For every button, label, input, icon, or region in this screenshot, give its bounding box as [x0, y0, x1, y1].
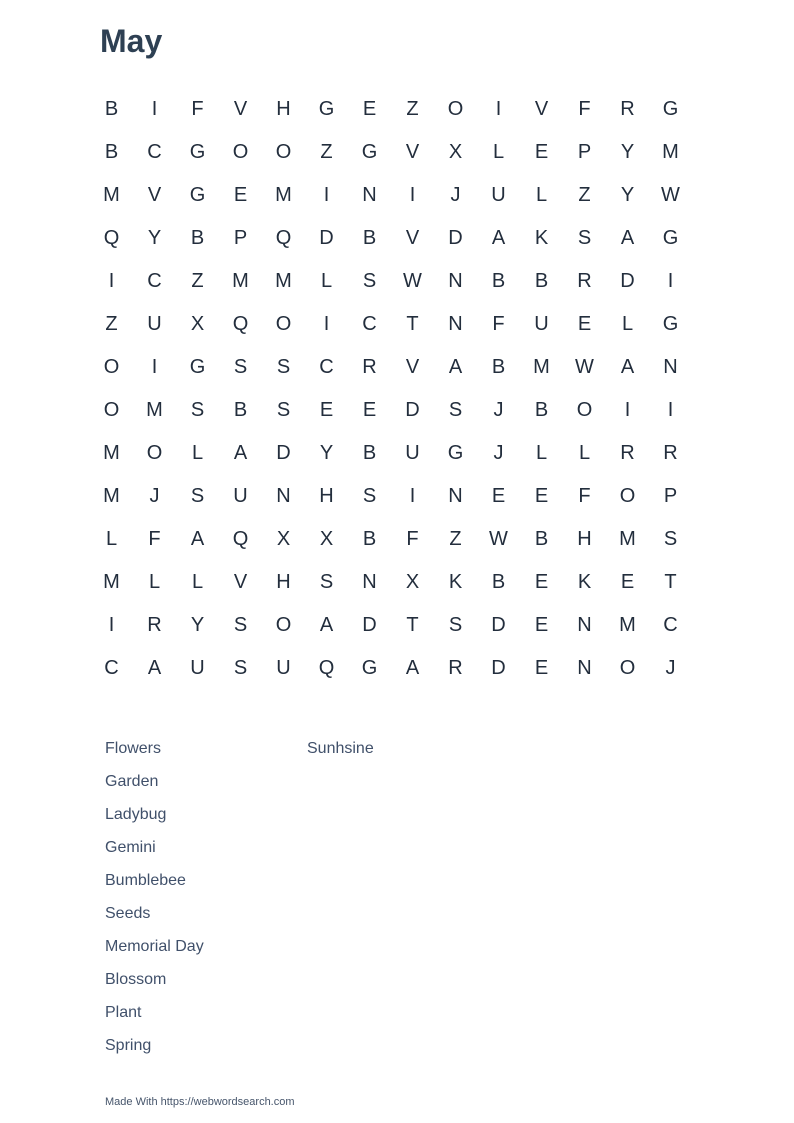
grid-letter: O [447, 98, 464, 120]
grid-letter: V [534, 98, 549, 120]
grid-letter: A [233, 442, 248, 464]
grid-letter: I [409, 184, 416, 206]
grid-letter: N [362, 571, 377, 593]
grid-letter: M [103, 184, 120, 206]
grid-letter: I [667, 270, 674, 292]
grid-letter: X [448, 141, 463, 163]
grid-letter: Z [578, 184, 591, 206]
grid-letter: L [578, 442, 591, 464]
grid-letter: R [620, 442, 635, 464]
grid-letter: E [534, 614, 549, 636]
grid-letter: M [146, 399, 163, 421]
grid-letter: C [147, 270, 162, 292]
word-list [105, 732, 725, 1062]
grid-letter: I [495, 98, 502, 120]
grid-letter: W [575, 356, 594, 378]
grid-letter: B [362, 227, 377, 249]
grid-letter: K [448, 571, 463, 593]
grid-letter: C [319, 356, 334, 378]
grid-letter: O [103, 356, 120, 378]
grid-letter: F [191, 98, 204, 120]
grid-letter: X [319, 528, 334, 550]
grid-letter: I [151, 356, 158, 378]
grid-letter: Y [190, 614, 205, 636]
grid-letter: A [147, 657, 162, 679]
grid-letter: I [108, 614, 115, 636]
grid-letter: V [147, 184, 162, 206]
grid-letter: A [405, 657, 420, 679]
grid-letter: W [489, 528, 508, 550]
grid-letter: U [534, 313, 549, 335]
grid-letter: I [151, 98, 158, 120]
grid-letter: N [577, 614, 592, 636]
grid-letter: E [534, 657, 549, 679]
grid-letter: S [448, 614, 463, 636]
grid-letter: Y [319, 442, 334, 464]
grid-letter: U [147, 313, 162, 335]
grid-letter: S [448, 399, 463, 421]
grid-letter: R [362, 356, 377, 378]
grid-letter: C [104, 657, 119, 679]
grid-letter: V [233, 571, 248, 593]
grid-letter: E [362, 399, 377, 421]
grid-letter: M [275, 270, 292, 292]
grid-letter: E [534, 485, 549, 507]
grid-letter: A [319, 614, 334, 636]
grid-letter: S [362, 485, 377, 507]
grid-letter: S [276, 399, 291, 421]
grid-letter: Y [620, 141, 635, 163]
grid-letter: O [619, 657, 636, 679]
grid-letter: A [190, 528, 205, 550]
grid-letter: S [276, 356, 291, 378]
grid-letter: J [450, 184, 461, 206]
grid-letter: C [663, 614, 678, 636]
grid-letter: G [361, 657, 378, 679]
grid-letter: B [362, 528, 377, 550]
grid-letter: G [662, 313, 679, 335]
grid-letter: G [447, 442, 464, 464]
grid-letter: M [619, 614, 636, 636]
grid-letter: Q [103, 227, 120, 249]
grid-letter: L [492, 141, 505, 163]
grid-letter: T [406, 614, 419, 636]
grid-letter: O [103, 399, 120, 421]
grid-letter: Z [406, 98, 419, 120]
grid-letter: E [362, 98, 377, 120]
grid-letter: F [406, 528, 419, 550]
grid-letter: G [318, 98, 335, 120]
grid-letter: D [491, 657, 506, 679]
grid-letter: Z [105, 313, 118, 335]
grid-letter: R [448, 657, 463, 679]
grid-letter: E [319, 399, 334, 421]
grid-letter: F [578, 98, 591, 120]
grid-letter: L [535, 442, 548, 464]
grid-letter: G [361, 141, 378, 163]
grid-letter: L [191, 571, 204, 593]
word-search-grid [90, 88, 692, 690]
grid-letter: U [405, 442, 420, 464]
grid-letter: N [276, 485, 291, 507]
grid-letter: S [362, 270, 377, 292]
word-list-item: Gemini [105, 839, 156, 856]
grid-letter: G [662, 98, 679, 120]
word-list-item: Flowers [105, 740, 162, 757]
grid-letter: M [275, 184, 292, 206]
grid-letter: E [577, 313, 592, 335]
grid-letter: J [493, 399, 504, 421]
grid-letter: U [276, 657, 291, 679]
grid-letter: B [233, 399, 248, 421]
grid-letter: J [665, 657, 676, 679]
grid-letter: P [233, 227, 248, 249]
grid-letter: N [448, 313, 463, 335]
grid-letter: R [577, 270, 592, 292]
grid-letter: Q [318, 657, 335, 679]
grid-letter: B [491, 356, 506, 378]
grid-letter: R [147, 614, 162, 636]
grid-letter: H [276, 571, 291, 593]
grid-letter: O [275, 141, 292, 163]
grid-letter: U [190, 657, 205, 679]
grid-letter: V [405, 227, 420, 249]
grid-letter: T [406, 313, 419, 335]
grid-letter: X [276, 528, 291, 550]
grid-letter: L [535, 184, 548, 206]
grid-letter: X [405, 571, 420, 593]
grid-letter: P [577, 141, 592, 163]
word-list-item: Sunhsine [307, 740, 374, 757]
word-list-item: Bumblebee [105, 872, 186, 889]
grid-letter: J [493, 442, 504, 464]
grid-letter: N [448, 485, 463, 507]
grid-letter: B [190, 227, 205, 249]
grid-letter: W [403, 270, 422, 292]
grid-letter: D [448, 227, 463, 249]
grid-letter: L [320, 270, 333, 292]
grid-letter: F [148, 528, 161, 550]
grid-letter: D [491, 614, 506, 636]
grid-letter: Z [320, 141, 333, 163]
grid-letter: M [103, 485, 120, 507]
grid-letter: B [362, 442, 377, 464]
grid-letter: B [534, 399, 549, 421]
grid-letter: T [664, 571, 677, 593]
grid-letter: N [362, 184, 377, 206]
grid-letter: S [190, 485, 205, 507]
grid-letter: A [491, 227, 506, 249]
grid-letter: H [319, 485, 334, 507]
grid-letter: Z [191, 270, 204, 292]
grid-letter: I [667, 399, 674, 421]
word-list-item: Memorial Day [105, 938, 204, 955]
grid-letter: A [620, 227, 635, 249]
grid-letter: Z [449, 528, 462, 550]
grid-letter: G [662, 227, 679, 249]
word-list-item: Plant [105, 1004, 142, 1021]
grid-letter: I [323, 313, 330, 335]
grid-letter: D [319, 227, 334, 249]
page-title: May [100, 23, 163, 59]
grid-letter: R [620, 98, 635, 120]
grid-letter: P [663, 485, 678, 507]
grid-letter: X [190, 313, 205, 335]
word-list-item: Garden [105, 773, 159, 790]
grid-letter: A [448, 356, 463, 378]
grid-letter: G [189, 141, 206, 163]
grid-letter: D [620, 270, 635, 292]
grid-letter: G [189, 184, 206, 206]
grid-letter: I [323, 184, 330, 206]
grid-letter: E [620, 571, 635, 593]
grid-letter: E [491, 485, 506, 507]
grid-letter: E [534, 141, 549, 163]
grid-letter: N [448, 270, 463, 292]
grid-letter: J [149, 485, 160, 507]
word-list-item: Seeds [105, 905, 151, 922]
grid-letter: V [233, 98, 248, 120]
grid-letter: E [534, 571, 549, 593]
grid-letter: F [492, 313, 505, 335]
grid-letter: B [104, 98, 119, 120]
grid-letter: I [108, 270, 115, 292]
grid-letter: M [232, 270, 249, 292]
grid-letter: O [275, 614, 292, 636]
grid-letter: I [409, 485, 416, 507]
grid-letter: M [103, 442, 120, 464]
grid-letter: U [491, 184, 506, 206]
grid-letter: L [621, 313, 634, 335]
grid-letter: A [620, 356, 635, 378]
grid-letter: O [146, 442, 163, 464]
grid-letter: L [191, 442, 204, 464]
grid-letter: S [233, 356, 248, 378]
grid-letter: S [233, 614, 248, 636]
grid-letter: M [619, 528, 636, 550]
grid-letter: S [233, 657, 248, 679]
grid-letter: G [189, 356, 206, 378]
grid-letter: N [577, 657, 592, 679]
grid-letter: M [533, 356, 550, 378]
grid-letter: O [232, 141, 249, 163]
grid-letter: H [577, 528, 592, 550]
grid-letter: O [576, 399, 593, 421]
grid-letter: S [190, 399, 205, 421]
grid-letter: L [105, 528, 118, 550]
grid-letter: Q [275, 227, 292, 249]
grid-letter: C [147, 141, 162, 163]
grid-letter: D [276, 442, 291, 464]
grid-letter: M [103, 571, 120, 593]
grid-letter: S [663, 528, 678, 550]
grid-letter: B [104, 141, 119, 163]
grid-letter: B [534, 528, 549, 550]
grid-letter: V [405, 356, 420, 378]
word-list-item: Spring [105, 1037, 152, 1054]
grid-letter: B [491, 571, 506, 593]
grid-letter: O [619, 485, 636, 507]
grid-letter: Y [147, 227, 162, 249]
grid-letter: S [577, 227, 592, 249]
word-list-item: Ladybug [105, 806, 167, 823]
grid-letter: O [275, 313, 292, 335]
grid-letter: C [362, 313, 377, 335]
grid-letter: K [534, 227, 549, 249]
grid-letter: R [663, 442, 678, 464]
grid-letter: H [276, 98, 291, 120]
grid-letter: N [663, 356, 678, 378]
grid-letter: Y [620, 184, 635, 206]
footer-credit: Made With https://webwordsearch.com [105, 1096, 295, 1108]
grid-letter: E [233, 184, 248, 206]
grid-letter: D [362, 614, 377, 636]
grid-letter: S [319, 571, 334, 593]
grid-letter: W [661, 184, 680, 206]
grid-letter: F [578, 485, 591, 507]
grid-letter: B [534, 270, 549, 292]
grid-letter: Q [232, 313, 249, 335]
grid-letter: L [148, 571, 161, 593]
grid-letter: U [233, 485, 248, 507]
word-list-item: Blossom [105, 971, 167, 988]
grid-letter: V [405, 141, 420, 163]
grid-letter: M [662, 141, 679, 163]
grid-letter: K [577, 571, 592, 593]
grid-letter: D [405, 399, 420, 421]
grid-letter: B [491, 270, 506, 292]
grid-letter: Q [232, 528, 249, 550]
grid-letter: I [624, 399, 631, 421]
